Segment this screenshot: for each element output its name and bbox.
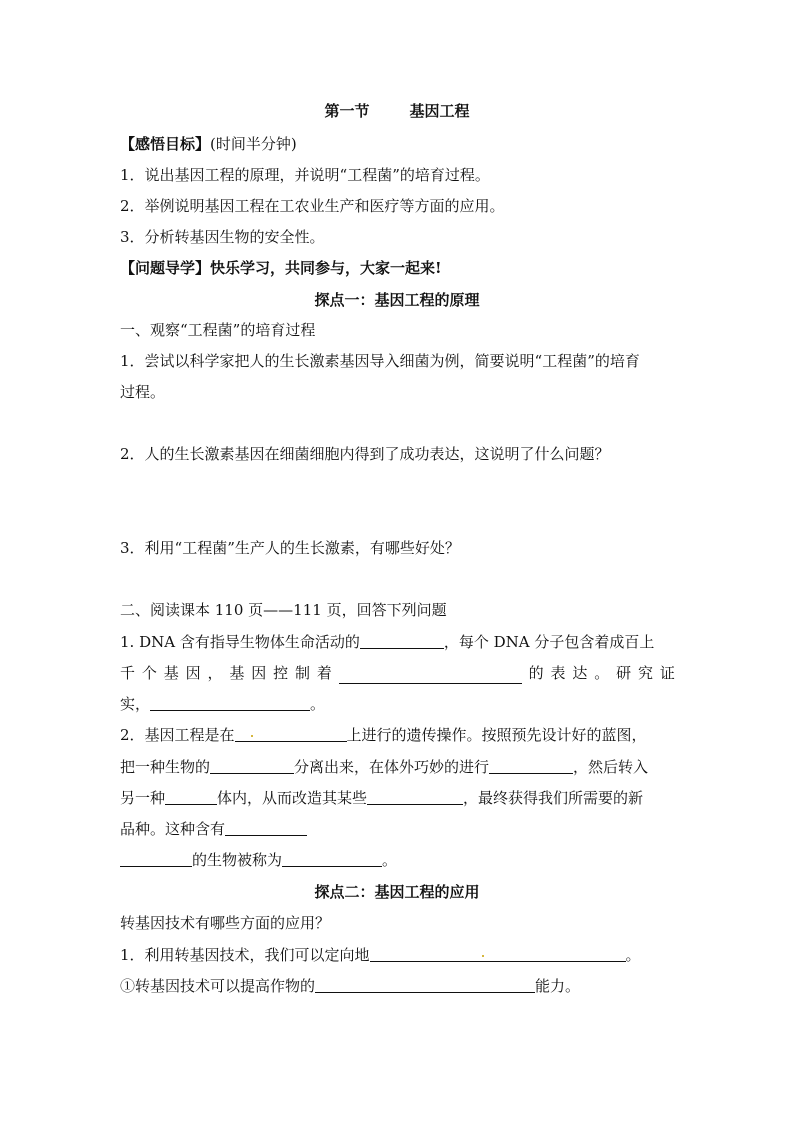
goal-item: 2．举例说明基因工程在工农业生产和医疗等方面的应用。: [120, 197, 505, 215]
fill2-line5: 的生物被称为 。: [120, 849, 397, 871]
question-1: 1．尝试以科学家把人的生长激素基因导入细菌为例，简要说明“工程菌”的培育: [120, 352, 640, 370]
section2-question: 转基因技术有哪些方面的应用？: [120, 914, 331, 932]
answer-blank[interactable]: [282, 851, 382, 867]
fill1-line3: 实， 。: [120, 695, 326, 713]
answer-blank[interactable]: [120, 851, 192, 867]
answer-blank[interactable]: [210, 758, 294, 774]
answer-blank[interactable]: [225, 820, 307, 836]
fill1-line1: 1. DNA 含有指导生物体生命活动的 ，每个 DNA 分子包含着成百上: [120, 633, 655, 651]
guide-heading: 【问题导学】快乐学习，共同参与，大家一起来!: [120, 259, 442, 277]
fill1-line2: 千 个 基 因 ， 基 因 控 制 着 的 表 达 。 研 究 证: [120, 664, 675, 682]
answer-blank[interactable]: [339, 668, 522, 684]
question-2: 2．人的生长激素基因在细菌细胞内得到了成功表达，这说明了什么问题？: [120, 445, 610, 463]
goal-item: 3．分析转基因生物的安全性。: [120, 228, 325, 246]
application-item-1: 1．利用转基因技术，我们可以定向地 。: [120, 946, 641, 964]
part2-heading: 二、阅读课本 110 页——111 页，回答下列问题: [120, 601, 447, 619]
answer-blank[interactable]: [360, 633, 444, 649]
question-1-cont: 过程。: [120, 383, 166, 401]
application-item-2: ①转基因技术可以提高作物的 能力。: [120, 977, 581, 995]
fill2-line3: 另一种 体内，从而改造其某些 ，最终获得我们所需要的新: [120, 789, 644, 807]
section1-title: 探点一：基因工程的原理: [314, 291, 480, 309]
answer-blank[interactable]: [165, 789, 217, 805]
answer-blank[interactable]: [370, 946, 626, 962]
answer-blank[interactable]: [235, 726, 347, 742]
answer-blank[interactable]: [315, 977, 535, 993]
answer-blank[interactable]: [489, 758, 573, 774]
answer-blank[interactable]: [367, 789, 463, 805]
page-title: 第一节 基因工程: [324, 102, 470, 120]
dot-mark: [251, 735, 253, 737]
goal-item: 1．说出基因工程的原理，并说明“工程菌”的培育过程。: [120, 166, 490, 184]
goals-heading: 【感悟目标】(时间半分钟): [120, 135, 297, 153]
fill2-line2: 把一种生物的 分离出来，在体外巧妙的进行 ，然后转入: [120, 758, 649, 776]
answer-blank[interactable]: [150, 695, 310, 711]
dot-mark: [482, 955, 484, 957]
fill2-line4: 品种。这种含有: [120, 818, 307, 840]
section2-title: 探点二：基因工程的应用: [314, 883, 480, 901]
fill2-line1: 2．基因工程是在 上进行的遗传操作。按照预先设计好的蓝图，: [120, 726, 647, 744]
part1-heading: 一、观察“工程菌”的培育过程: [120, 321, 316, 339]
question-3: 3．利用“工程菌”生产人的生长激素，有哪些好处？: [120, 539, 460, 557]
